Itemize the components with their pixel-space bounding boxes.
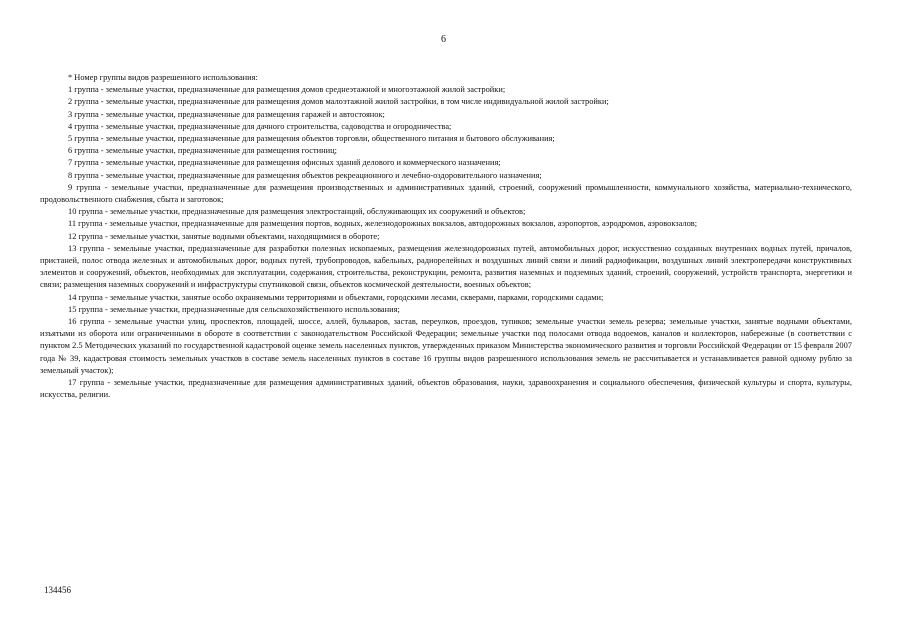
group-7-paragraph: 7 группа - земельные участки, предназначенные для размещения офисных зданий делового и коммерческого назначения;: [68, 158, 501, 168]
group-6-paragraph: 6 группа - земельные участки, предназначенные для размещения гостиниц;: [68, 146, 337, 156]
group-16-paragraph: 16 группа - земельные участки улиц, проспектов, площадей, шоссе, аллей, бульваров, застав, переулков, проездов, тупиков; земельные участки земель резерва; земельные участки, занятые водными объектами, изъятыми из оборота или ограниченными в обороте в соответствии с законодательством Российской Федерации; земельные участки под полосами отвода водоемов, каналов и коллекторов, набережные (в соответствии с пунктом 2.5 Методических указаний по государственной кадастровой оценке земель населенных пунктов, утвержденных приказом Министерства экономического развития и торговли Российской Федерации от 15 февраля 2007 года № 39, кадастровая стоимость земельных участков в составе земель населенных пунктов в составе 16 группы видов разрешенного использования земель не рассчитывается и устанавливается равной одному рублю за земельный участок);: [40, 317, 852, 375]
group-13-paragraph: 13 группа - земельные участки, предназначенные для разработки полезных ископаемых, размещения железнодорожных путей, автомобильных дорог, искусственно созданных внутренних водных путей, причалов, пристаней, полос отвода железных и автомобильных дорог, водных путей, трубопроводов, кабельных, радиорелейных и воздушных линий связи и линий радиофикации, воздушных линий электропередачи конструктивных элементов и сооружений, объектов, необходимых для эксплуатации, содержания, строительства, реконструкции, ремонта, развития наземных и подземных зданий, строений, сооружений, устройств транспорта, энергетики и связи; размещения наземных сооружений и инфраструктуры спутниковой связи, объектов космической деятельности, военных объектов;: [40, 243, 852, 290]
group-11-paragraph: 11 группа - земельные участки, предназначенные для размещения портов, водных, железнодорожных вокзалов, автодорожных вокзалов, аэропортов, аэродромов, аэровокзалов;: [68, 219, 698, 229]
group-12-paragraph: 12 группа - земельные участки, занятые водными объектами, находящимися в обороте;: [68, 231, 380, 241]
group-8-paragraph: 8 группа - земельные участки, предназначенные для размещения объектов рекреационного и лечебно-оздоровительного назначения;: [68, 170, 542, 180]
group-17-paragraph: 17 группа - земельные участки, предназначенные для размещения административных зданий, объектов образования, науки, здравоохранения и социального обеспечения, физической культуры и спорта, культуры, искусства, религии.: [40, 378, 852, 400]
group-2-paragraph: 2 группа - земельные участки, предназначенные для размещения домов малоэтажной жилой застройки, в том числе индивидуальной жилой застройки;: [68, 97, 609, 107]
group-9-paragraph: 9 группа - земельные участки, предназначенные для размещения производственных и административных зданий, строений, сооружений промышленности, коммунального хозяйства, материально-технического, продовольственного снабжения, сбыта и заготовок;: [40, 182, 852, 205]
document-code: 134456: [44, 585, 71, 595]
group-14-paragraph: 14 группа - земельные участки, занятые особо охраняемыми территориями и объектами, городскими лесами, скверами, парками, городскими садами;: [68, 292, 604, 302]
page-number: 6: [441, 34, 446, 45]
group-10-paragraph: 10 группа - земельные участки, предназначенные для размещения электростанций, обслуживающих их сооружений и объектов;: [68, 207, 526, 217]
document-body: [40, 72, 852, 401]
group-1-paragraph: 1 группа - земельные участки, предназначенные для размещения домов среднеэтажной и многоэтажной жилой застройки;: [68, 85, 506, 95]
group-15-paragraph: 15 группа - земельные участки, предназначенные для сельскохозяйственного использования;: [68, 304, 400, 314]
group-4-paragraph: 4 группа - земельные участки, предназначенные для дачного строительства, садоводства и огородничества;: [68, 121, 452, 131]
footnote-heading: * Номер группы видов разрешенного использования:: [68, 73, 258, 82]
group-5-paragraph: 5 группа - земельные участки, предназначенные для размещения объектов торговли, общественного питания и бытового обслуживания;: [68, 134, 555, 144]
group-3-paragraph: 3 группа - земельные участки, предназначенные для размещения гаражей и автостоянок;: [68, 109, 385, 119]
